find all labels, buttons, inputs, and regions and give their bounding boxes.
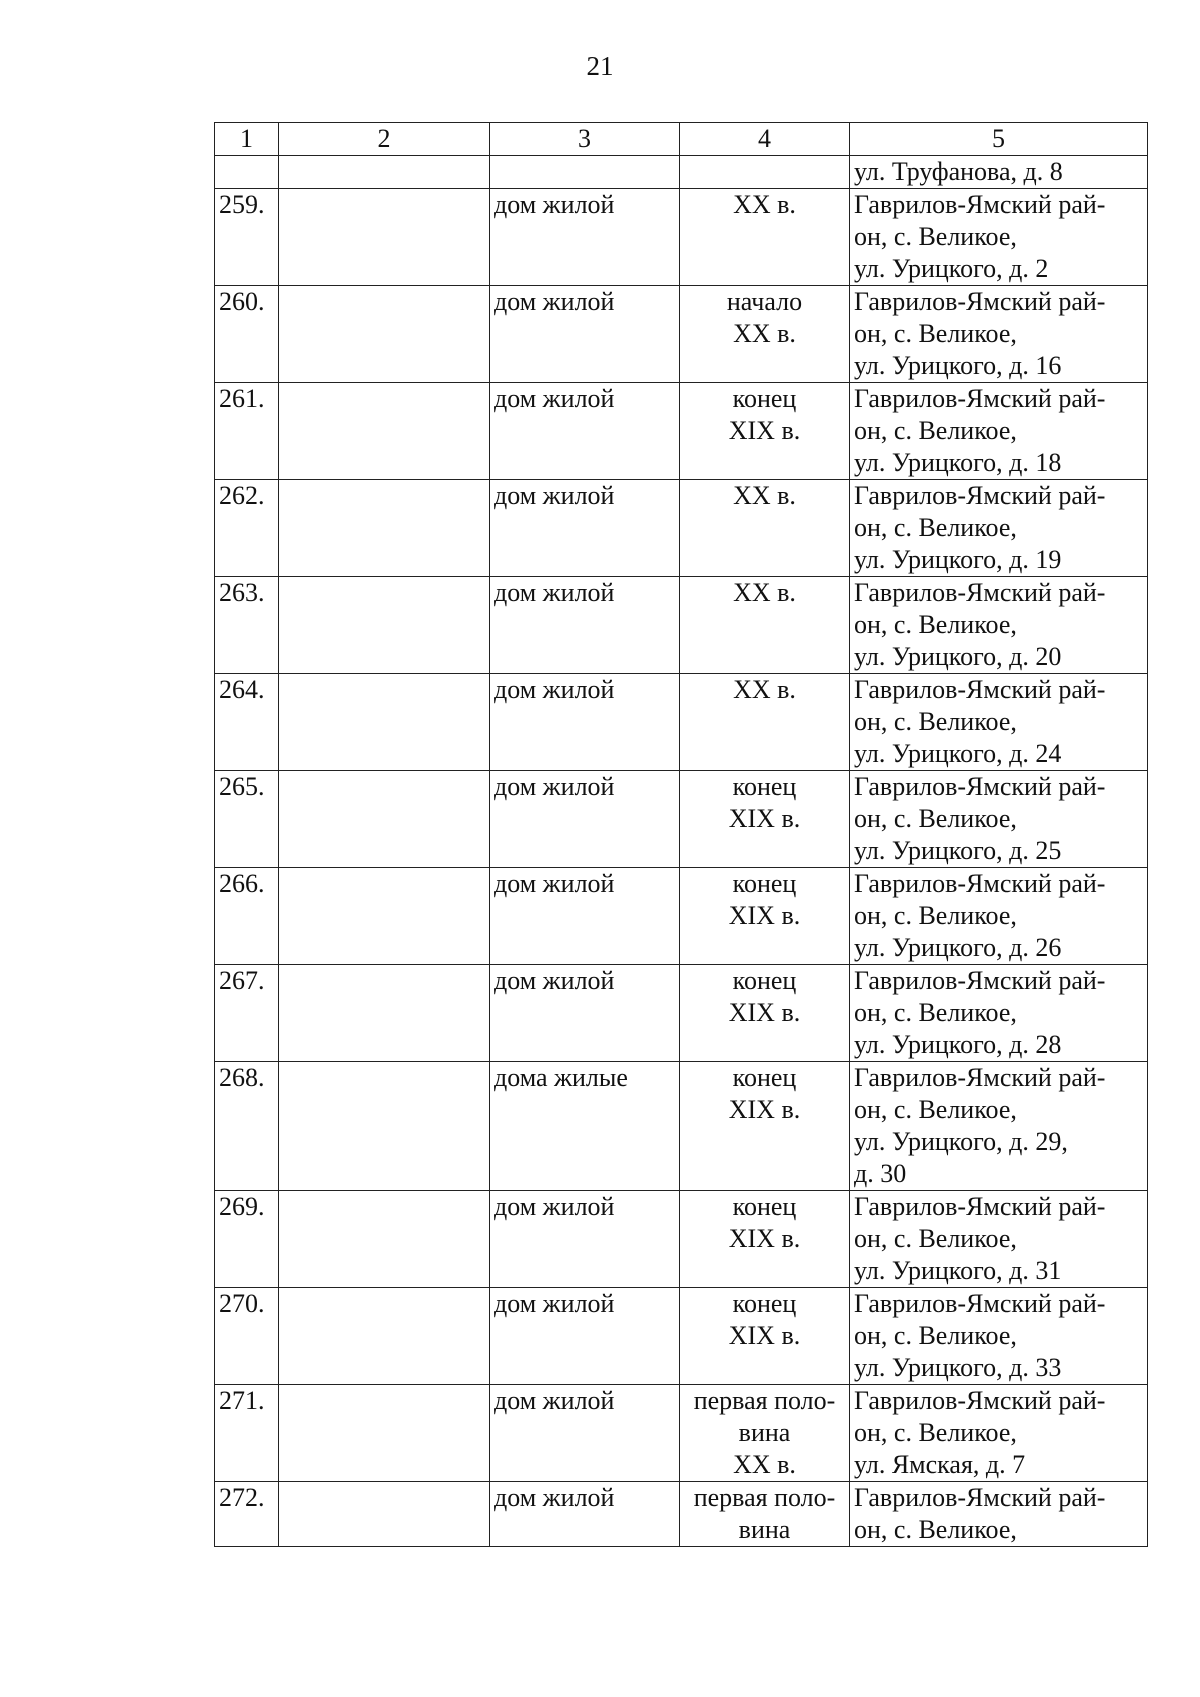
date-line: конец: [732, 1289, 797, 1318]
address-line: ул. Урицкого, д. 18: [854, 448, 1062, 477]
date-line: XX в.: [733, 319, 796, 348]
type-cell: дом жилой: [490, 965, 680, 1062]
address-line: ул. Урицкого, д. 19: [854, 545, 1062, 574]
name-cell: [279, 286, 490, 383]
date-line: XX в.: [733, 190, 796, 219]
address-line: ул. Урицкого, д. 25: [854, 836, 1062, 865]
table-row: [215, 1191, 1148, 1288]
page-number: 21: [586, 51, 614, 81]
address-cell: [850, 577, 1148, 674]
address-cell: [850, 1062, 1148, 1191]
date-cell: [680, 965, 850, 1062]
address-cell: [850, 383, 1148, 480]
date-line: конец: [732, 384, 797, 413]
date-cell: [680, 1062, 850, 1191]
address-line: Гаврилов-Ямский рай-: [854, 1289, 1106, 1318]
address-cell: [850, 1288, 1148, 1385]
address-line: ул. Труфанова, д. 8: [854, 157, 1063, 186]
table-row: [215, 383, 1148, 480]
table-row: [215, 674, 1148, 771]
table-row: [215, 480, 1148, 577]
table-row: [215, 577, 1148, 674]
name-cell: [279, 577, 490, 674]
address-cell: [850, 674, 1148, 771]
type-cell: дом жилой: [490, 1385, 680, 1482]
address-line: Гаврилов-Ямский рай-: [854, 675, 1106, 704]
num-cell: 260.: [215, 286, 279, 383]
type-cell: дом жилой: [490, 577, 680, 674]
address-cell: [850, 1482, 1148, 1547]
date-cell: [680, 1191, 850, 1288]
type-cell: дом жилой: [490, 674, 680, 771]
name-cell: [279, 383, 490, 480]
address-line: Гаврилов-Ямский рай-: [854, 481, 1106, 510]
date-cell: [680, 674, 850, 771]
address-line: он, с. Великое,: [854, 610, 1017, 639]
date-line: первая поло-: [693, 1386, 836, 1415]
table-row: [215, 1288, 1148, 1385]
address-line: он, с. Великое,: [854, 901, 1017, 930]
address-line: ул. Урицкого, д. 26: [854, 933, 1062, 962]
date-cell: [680, 480, 850, 577]
date-line: XIX в.: [728, 901, 801, 930]
num-cell: 272.: [215, 1482, 279, 1547]
heritage-registry-table: [214, 122, 1148, 1547]
address-cell: [850, 771, 1148, 868]
address-line: ул. Урицкого, д. 29,: [854, 1127, 1068, 1156]
date-line: конец: [732, 1192, 797, 1221]
column-header: 5: [850, 123, 1148, 156]
address-line: Гаврилов-Ямский рай-: [854, 966, 1106, 995]
date-line: XX в.: [733, 1450, 796, 1479]
name-cell: [279, 1191, 490, 1288]
date-cell: [680, 1385, 850, 1482]
num-cell: 265.: [215, 771, 279, 868]
date-line: XX в.: [733, 675, 796, 704]
address-line: он, с. Великое,: [854, 1095, 1017, 1124]
name-cell: [279, 1062, 490, 1191]
table-row: [215, 868, 1148, 965]
name-cell: [279, 965, 490, 1062]
address-line: ул. Урицкого, д. 31: [854, 1256, 1062, 1285]
address-line: ул. Урицкого, д. 28: [854, 1030, 1062, 1059]
address-cell: [850, 1385, 1148, 1482]
address-cell: [850, 868, 1148, 965]
type-cell: дом жилой: [490, 868, 680, 965]
address-line: Гаврилов-Ямский рай-: [854, 1063, 1106, 1092]
table-row: [215, 1385, 1148, 1482]
name-cell: [279, 771, 490, 868]
address-line: Гаврилов-Ямский рай-: [854, 1483, 1106, 1512]
column-number-header-row: [215, 123, 1148, 156]
address-cell: [850, 156, 1148, 189]
type-cell: дом жилой: [490, 1191, 680, 1288]
address-line: ул. Урицкого, д. 33: [854, 1353, 1062, 1382]
name-cell: [279, 1482, 490, 1547]
num-cell: 269.: [215, 1191, 279, 1288]
table-row: [215, 965, 1148, 1062]
address-cell: [850, 286, 1148, 383]
num-cell: 271.: [215, 1385, 279, 1482]
type-cell: дом жилой: [490, 480, 680, 577]
num-cell: 266.: [215, 868, 279, 965]
num-cell: 264.: [215, 674, 279, 771]
name-cell: [279, 156, 490, 189]
date-cell: [680, 1482, 850, 1547]
type-cell: дома жилые: [490, 1062, 680, 1191]
date-line: конец: [732, 1063, 797, 1092]
date-line: конец: [732, 869, 797, 898]
address-line: он, с. Великое,: [854, 1321, 1017, 1350]
date-line: XX в.: [733, 578, 796, 607]
address-line: он, с. Великое,: [854, 416, 1017, 445]
name-cell: [279, 674, 490, 771]
address-line: он, с. Великое,: [854, 1224, 1017, 1253]
type-cell: дом жилой: [490, 286, 680, 383]
table-row: [215, 286, 1148, 383]
date-cell: [680, 868, 850, 965]
table-row: [215, 1482, 1148, 1547]
address-line: он, с. Великое,: [854, 513, 1017, 542]
address-line: Гаврилов-Ямский рай-: [854, 772, 1106, 801]
address-line: Гаврилов-Ямский рай-: [854, 190, 1106, 219]
date-line: вина: [738, 1418, 791, 1447]
address-cell: [850, 480, 1148, 577]
type-cell: дом жилой: [490, 189, 680, 286]
num-cell: [215, 156, 279, 189]
address-line: ул. Ямская, д. 7: [854, 1450, 1026, 1479]
address-line: он, с. Великое,: [854, 707, 1017, 736]
date-line: начало: [726, 287, 803, 316]
num-cell: 259.: [215, 189, 279, 286]
address-line: он, с. Великое,: [854, 804, 1017, 833]
type-cell: [490, 156, 680, 189]
address-line: он, с. Великое,: [854, 222, 1017, 251]
table-row: [215, 189, 1148, 286]
date-line: XIX в.: [728, 1095, 801, 1124]
date-line: вина: [738, 1515, 791, 1544]
address-line: Гаврилов-Ямский рай-: [854, 1192, 1106, 1221]
date-cell: [680, 771, 850, 868]
date-line: XIX в.: [728, 998, 801, 1027]
address-line: ул. Урицкого, д. 2: [854, 254, 1049, 283]
date-cell: [680, 383, 850, 480]
date-cell: [680, 156, 850, 189]
address-line: он, с. Великое,: [854, 998, 1017, 1027]
date-line: XIX в.: [728, 804, 801, 833]
num-cell: 263.: [215, 577, 279, 674]
name-cell: [279, 189, 490, 286]
column-header: 2: [279, 123, 490, 156]
date-line: конец: [732, 966, 797, 995]
address-line: Гаврилов-Ямский рай-: [854, 578, 1106, 607]
num-cell: 268.: [215, 1062, 279, 1191]
type-cell: дом жилой: [490, 1482, 680, 1547]
date-cell: [680, 189, 850, 286]
date-line: XIX в.: [728, 416, 801, 445]
name-cell: [279, 868, 490, 965]
type-cell: дом жилой: [490, 383, 680, 480]
address-line: Гаврилов-Ямский рай-: [854, 1386, 1106, 1415]
name-cell: [279, 1385, 490, 1482]
address-cell: [850, 965, 1148, 1062]
address-line: Гаврилов-Ямский рай-: [854, 287, 1106, 316]
address-line: он, с. Великое,: [854, 319, 1017, 348]
date-line: XIX в.: [728, 1224, 801, 1253]
date-cell: [680, 577, 850, 674]
date-cell: [680, 1288, 850, 1385]
address-line: Гаврилов-Ямский рай-: [854, 869, 1106, 898]
date-line: XX в.: [733, 481, 796, 510]
name-cell: [279, 1288, 490, 1385]
column-header: 1: [215, 123, 279, 156]
num-cell: 261.: [215, 383, 279, 480]
date-line: XIX в.: [728, 1321, 801, 1350]
address-cell: [850, 189, 1148, 286]
address-cell: [850, 1191, 1148, 1288]
address-line: д. 30: [854, 1159, 907, 1188]
address-line: он, с. Великое,: [854, 1515, 1017, 1544]
table-body: [215, 123, 1148, 1547]
column-header: 4: [680, 123, 850, 156]
table-row: [215, 771, 1148, 868]
type-cell: дом жилой: [490, 1288, 680, 1385]
date-cell: [680, 286, 850, 383]
num-cell: 267.: [215, 965, 279, 1062]
address-line: ул. Урицкого, д. 24: [854, 739, 1062, 768]
num-cell: 262.: [215, 480, 279, 577]
continuation-row: [215, 156, 1148, 189]
address-line: ул. Урицкого, д. 16: [854, 351, 1062, 380]
column-header: 3: [490, 123, 680, 156]
address-line: он, с. Великое,: [854, 1418, 1017, 1447]
address-line: Гаврилов-Ямский рай-: [854, 384, 1106, 413]
date-line: первая поло-: [693, 1483, 836, 1512]
address-line: ул. Урицкого, д. 20: [854, 642, 1062, 671]
date-line: конец: [732, 772, 797, 801]
table-row: [215, 1062, 1148, 1191]
name-cell: [279, 480, 490, 577]
num-cell: 270.: [215, 1288, 279, 1385]
type-cell: дом жилой: [490, 771, 680, 868]
